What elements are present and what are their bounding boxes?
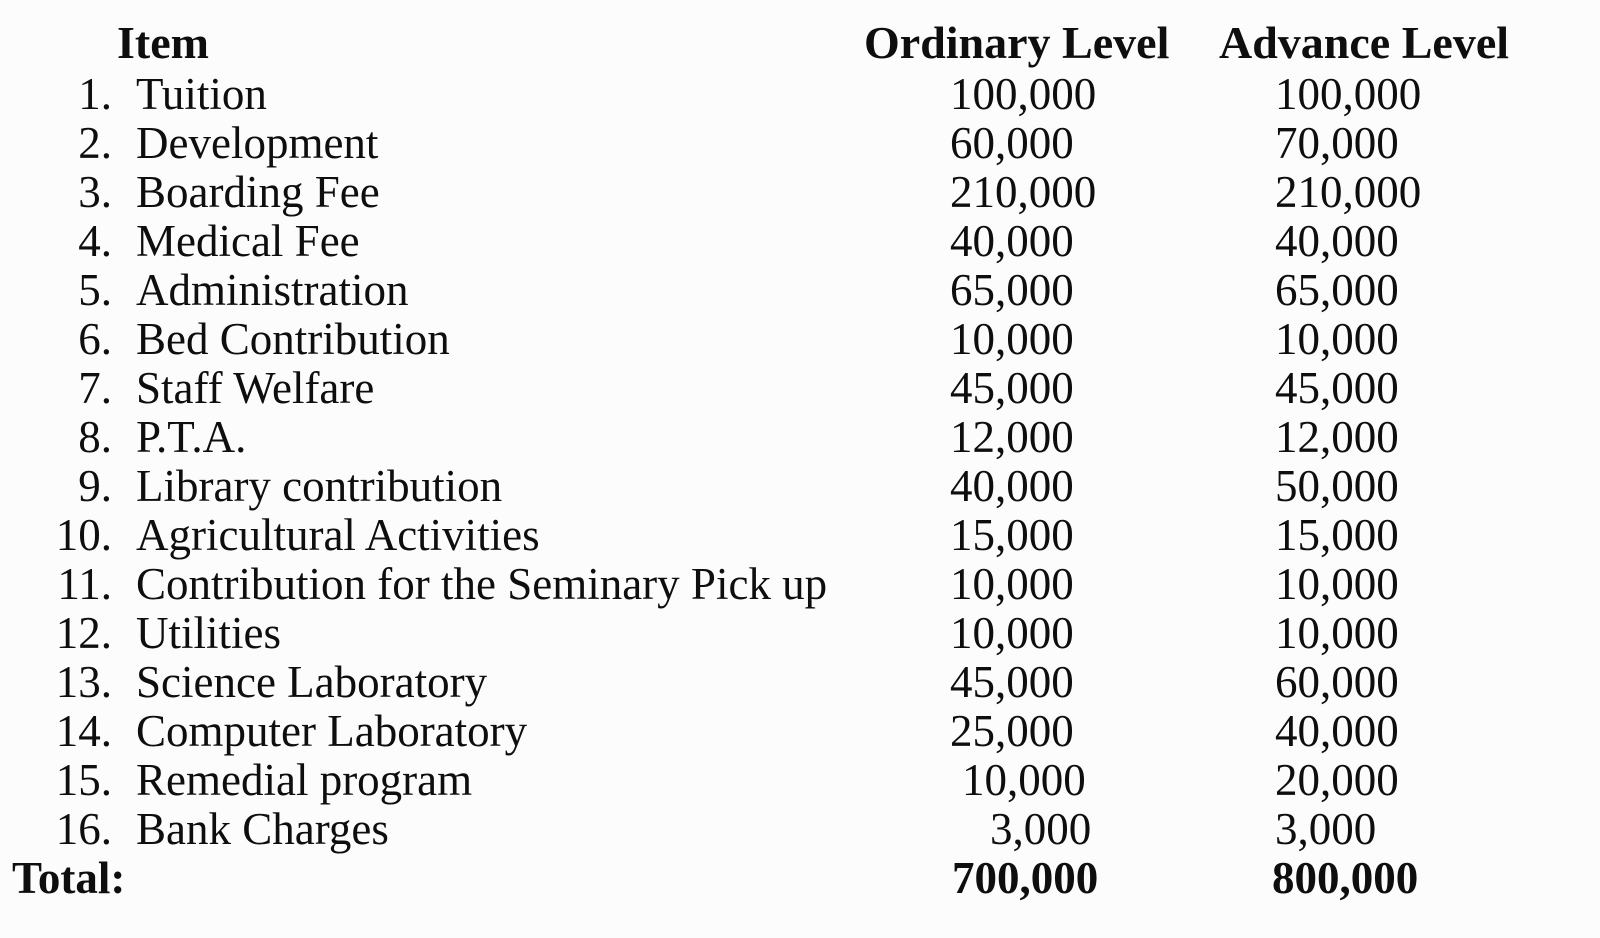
advance-value: 65,000 <box>1275 265 1399 315</box>
item-label: Bed Contribution <box>136 314 450 364</box>
item-number: 13. <box>55 657 112 707</box>
item-number: 11. <box>57 559 112 609</box>
advance-value: 3,000 <box>1275 804 1377 854</box>
item-number: 9. <box>78 461 112 511</box>
ordinary-value: 12,000 <box>950 412 1074 462</box>
item-label: P.T.A. <box>136 412 247 462</box>
item-label: Utilities <box>136 608 281 658</box>
table-row <box>0 609 1600 658</box>
item-number: 7. <box>78 363 112 413</box>
table-row <box>0 511 1600 560</box>
item-number: 10. <box>55 510 112 560</box>
advance-value: 12,000 <box>1275 412 1399 462</box>
ordinary-value: 60,000 <box>950 118 1074 168</box>
advance-value: 10,000 <box>1275 608 1399 658</box>
item-label: Medical Fee <box>136 216 360 266</box>
table-row <box>0 756 1600 805</box>
item-label: Library contribution <box>136 461 503 511</box>
item-label: Boarding Fee <box>136 167 380 217</box>
item-number: 16. <box>55 804 112 854</box>
ordinary-value: 65,000 <box>950 265 1074 315</box>
item-number: 12. <box>55 608 112 658</box>
ordinary-value: 45,000 <box>950 363 1074 413</box>
item-number: 5. <box>78 265 112 315</box>
item-number: 1. <box>78 69 112 119</box>
ordinary-value: 40,000 <box>950 461 1074 511</box>
advance-value: 45,000 <box>1275 363 1399 413</box>
item-label: Computer Laboratory <box>136 706 528 756</box>
ordinary-value: 10,000 <box>950 559 1074 609</box>
total-label: Total: <box>12 853 126 903</box>
advance-value: 40,000 <box>1275 706 1399 756</box>
item-number: 15. <box>55 755 112 805</box>
advance-value: 15,000 <box>1275 510 1399 560</box>
item-label: Remedial program <box>136 755 473 805</box>
ordinary-value: 40,000 <box>950 216 1074 266</box>
ordinary-value: 45,000 <box>950 657 1074 707</box>
item-number: 4. <box>78 216 112 266</box>
item-number: 8. <box>78 412 112 462</box>
item-label: Agricultural Activities <box>136 510 540 560</box>
ordinary-value: 10,000 <box>950 314 1074 364</box>
total-ordinary-value: 700,000 <box>952 853 1099 903</box>
advance-value: 70,000 <box>1275 118 1399 168</box>
ordinary-value: 3,000 <box>990 804 1092 854</box>
table-row <box>0 462 1600 511</box>
item-label: Staff Welfare <box>136 363 375 413</box>
item-number: 3. <box>78 167 112 217</box>
advance-value: 20,000 <box>1275 755 1399 805</box>
table-row <box>0 413 1600 462</box>
item-number: 14. <box>55 706 112 756</box>
advance-value: 210,000 <box>1275 167 1422 217</box>
total-advance-value: 800,000 <box>1272 853 1419 903</box>
item-label: Development <box>136 118 379 168</box>
item-label: Bank Charges <box>136 804 389 854</box>
column-header-item: Item <box>117 17 209 68</box>
ordinary-value: 15,000 <box>950 510 1074 560</box>
item-number: 2. <box>78 118 112 168</box>
advance-value: 50,000 <box>1275 461 1399 511</box>
item-label: Administration <box>136 265 409 315</box>
ordinary-value: 100,000 <box>950 69 1097 119</box>
table-header-row <box>0 18 1600 67</box>
advance-value: 10,000 <box>1275 559 1399 609</box>
item-number: 6. <box>78 314 112 364</box>
ordinary-value: 10,000 <box>962 755 1086 805</box>
table-row <box>0 364 1600 413</box>
table-total-row <box>0 854 1600 903</box>
table-row <box>0 119 1600 168</box>
item-label: Tuition <box>136 69 267 119</box>
advance-value: 40,000 <box>1275 216 1399 266</box>
ordinary-value: 210,000 <box>950 167 1097 217</box>
table-row <box>0 805 1600 854</box>
table-row <box>0 658 1600 707</box>
table-row <box>0 707 1600 756</box>
advance-value: 60,000 <box>1275 657 1399 707</box>
table-row <box>0 560 1600 609</box>
column-header-advance: Advance Level <box>1219 17 1510 68</box>
table-row <box>0 70 1600 119</box>
advance-value: 10,000 <box>1275 314 1399 364</box>
table-row <box>0 266 1600 315</box>
column-header-ordinary: Ordinary Level <box>864 17 1170 68</box>
table-row <box>0 168 1600 217</box>
item-label: Science Laboratory <box>136 657 488 707</box>
table-row <box>0 217 1600 266</box>
table-row <box>0 315 1600 364</box>
item-label: Contribution for the Seminary Pick up <box>136 559 828 609</box>
advance-value: 100,000 <box>1275 69 1422 119</box>
ordinary-value: 10,000 <box>950 608 1074 658</box>
ordinary-value: 25,000 <box>950 706 1074 756</box>
